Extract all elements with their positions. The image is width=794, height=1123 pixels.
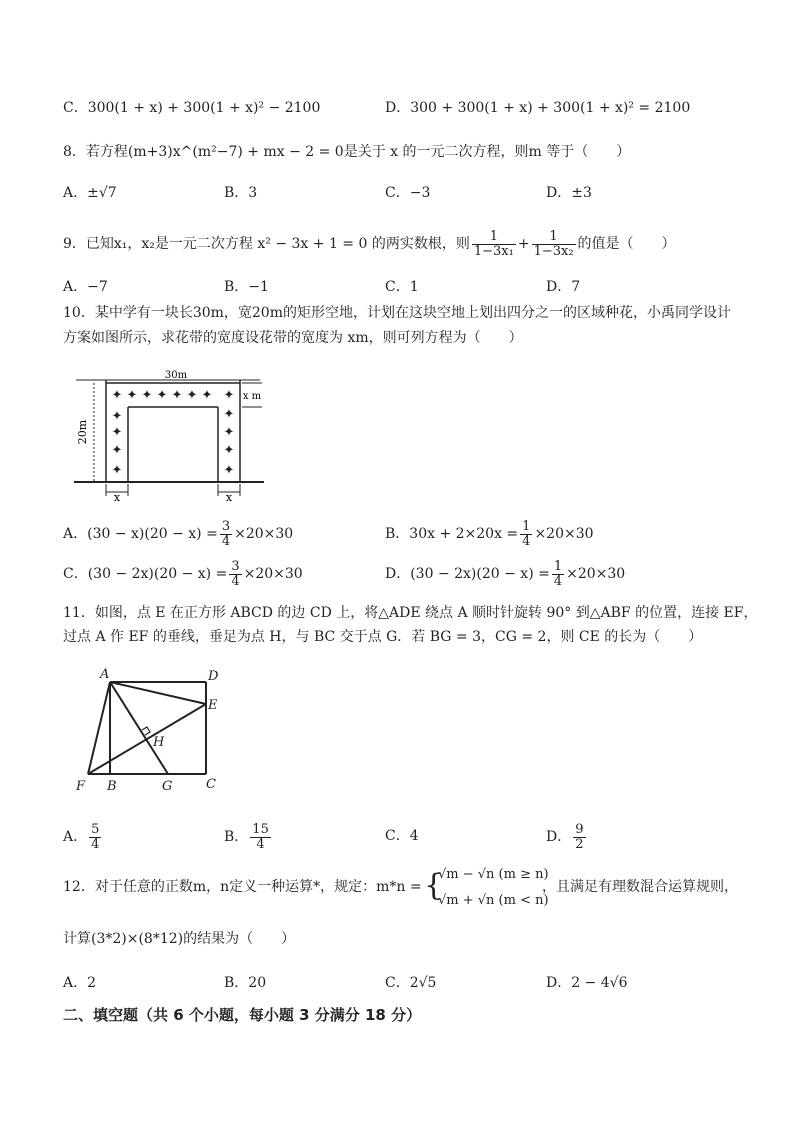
- figure-label-right: x m: [242, 391, 262, 402]
- svg-text:✦: ✦: [171, 388, 183, 403]
- point-c-label: C: [206, 777, 216, 792]
- q12-option-d: D．2 − 4√6: [546, 975, 628, 991]
- svg-text:✦: ✦: [111, 443, 123, 458]
- q10-option-a-rhs: ×20×30: [234, 526, 294, 542]
- q9-fraction-1-denominator: 1−3x₁: [473, 243, 514, 259]
- q11-stem-line2: 过点 A 作 EF 的垂线，垂足为点 H，与 BC 交于点 G．若 BG = 3，CG = 2，则 CE 的长为（ ）: [63, 629, 703, 645]
- q9-stem: [63, 228, 676, 260]
- fraction-numerator: 3: [221, 518, 231, 534]
- fraction-numerator: 5: [91, 821, 100, 837]
- point-f-label: F: [76, 779, 86, 794]
- svg-text:✦: ✦: [223, 463, 235, 478]
- q9-option-c: C．1: [385, 279, 419, 295]
- q10-option-b: [385, 518, 594, 550]
- q11-option-d-label: D．: [546, 829, 572, 845]
- q12-brace: {: [424, 868, 444, 903]
- svg-text:✦: ✦: [111, 409, 123, 424]
- svg-text:✦: ✦: [223, 388, 235, 403]
- svg-text:✦: ✦: [141, 388, 153, 403]
- q10-stem-line2: 方案如图所示，求花带的宽度设花带的宽度为 xm，则可列方程为（ ）: [63, 330, 523, 346]
- q10-option-d: [385, 558, 625, 590]
- q9-fraction-1-numerator: 1: [472, 230, 516, 245]
- q10-option-a-fraction: [220, 520, 232, 549]
- point-d-label: D: [208, 669, 219, 684]
- q8-option-b: B．3: [224, 185, 258, 201]
- q10-option-d-fraction: [552, 560, 564, 589]
- q10-garden-figure: [72, 368, 268, 506]
- q10-option-b-fraction: [520, 520, 532, 549]
- q9-option-d: D．7: [546, 279, 581, 295]
- point-h-label: H: [153, 735, 165, 750]
- point-e-label: E: [208, 698, 218, 713]
- fraction-denominator: 4: [91, 836, 100, 852]
- q11-option-b: [224, 817, 273, 857]
- q11-option-b-fraction: [250, 823, 271, 852]
- point-g-label: G: [162, 779, 173, 794]
- svg-text:✦: ✦: [186, 388, 198, 403]
- q11-square-figure: [70, 662, 230, 798]
- fraction-denominator: 4: [522, 533, 531, 549]
- q10-option-c-lhs: C．(30 − 2x)(20 − x) =: [63, 566, 228, 582]
- q8-stem: 8．若方程(m+3)x^(m²−7) + mx − 2 = 0是关于 x 的一元二次方程，则m 等于（ ）: [63, 144, 631, 160]
- svg-text:✦: ✦: [126, 388, 138, 403]
- q10-option-b-lhs: B．30x + 2×20x =: [385, 526, 519, 542]
- fraction-numerator: 1: [553, 558, 563, 574]
- q9-fraction-2-denominator: 1−3x₂: [533, 243, 574, 259]
- fraction-denominator: 4: [231, 573, 240, 589]
- fraction-denominator: 4: [221, 533, 231, 549]
- q12-stem-line2: 计算(3*2)×(8*12)的结果为（ ）: [63, 931, 296, 947]
- point-a-label: A: [100, 667, 110, 682]
- q9-fraction-2-numerator: 1: [532, 230, 576, 245]
- q10-option-c: [63, 558, 303, 590]
- q11-option-a-label: A．: [63, 829, 88, 845]
- q12-case-1: √m − √n (m ≥ n): [438, 867, 549, 882]
- fraction-denominator: 4: [256, 836, 265, 852]
- svg-text:✦: ✦: [111, 425, 123, 440]
- figure-label-top: 30m: [164, 370, 188, 381]
- fraction-numerator: 15: [252, 821, 269, 837]
- q7-option-c: C．300(1 + x) + 300(1 + x)² − 2100: [63, 100, 321, 116]
- flower-marks: [112, 388, 235, 478]
- q9-option-a: A．−7: [63, 279, 108, 295]
- q11-option-a-fraction: [89, 823, 101, 852]
- q7-option-d: D．300 + 300(1 + x) + 300(1 + x)² = 2100: [385, 100, 691, 116]
- q10-option-c-rhs: ×20×30: [243, 566, 303, 582]
- q10-option-a-lhs: A．(30 − x)(20 − x) =: [63, 526, 218, 542]
- q9-fraction-2: [532, 230, 576, 259]
- fraction-numerator: 1: [522, 518, 531, 534]
- q11-option-d: [546, 817, 588, 857]
- svg-text:✦: ✦: [201, 388, 213, 403]
- fraction-numerator: 9: [575, 821, 584, 837]
- point-b-label: B: [107, 779, 117, 794]
- q8-option-c: C．−3: [385, 185, 431, 201]
- q10-option-b-rhs: ×20×30: [534, 526, 594, 542]
- q9-fraction-1: [472, 230, 516, 259]
- svg-text:✦: ✦: [111, 463, 123, 478]
- fraction-numerator: 3: [231, 558, 240, 574]
- svg-text:✦: ✦: [223, 425, 235, 440]
- fraction-denominator: 2: [575, 836, 584, 852]
- figure-label-side: 20m: [76, 419, 89, 445]
- q11-option-a: [63, 817, 103, 857]
- q11-option-c: C．4: [385, 828, 419, 844]
- fraction-denominator: 4: [553, 573, 563, 589]
- q12-option-c: C．2√5: [385, 975, 437, 991]
- q10-option-c-fraction: [229, 560, 241, 589]
- figure-label-x-right: x: [225, 491, 233, 504]
- q8-option-a: A．±√7: [63, 185, 117, 201]
- section-2-heading: 二、填空题（共 6 个小题，每小题 3 分满分 18 分）: [63, 1006, 422, 1024]
- q10-option-a: [63, 518, 293, 550]
- svg-text:✦: ✦: [111, 388, 123, 403]
- q11-stem-line1: 11．如图，点 E 在正方形 ABCD 的边 CD 上，将△ADE 绕点 A 顺时针旋转 90° 到△ABF 的位置，连接 EF，: [63, 605, 758, 621]
- q9-stem-suffix: 的值是（ ）: [577, 236, 676, 252]
- q12-case-2: √m + √n (m < n): [438, 893, 549, 908]
- svg-text:✦: ✦: [223, 407, 235, 422]
- q12-stem-prefix: 12．对于任意的正数m，n定义一种运算*，规定：m*n =: [63, 879, 422, 895]
- q11-option-d-fraction: [573, 823, 585, 852]
- q8-option-d: D．±3: [546, 185, 592, 201]
- q12-option-a: A．2: [63, 975, 97, 991]
- svg-text:✦: ✦: [223, 443, 235, 458]
- q12-option-b: B．20: [224, 975, 267, 991]
- q12-stem-suffix: ，且满足有理数混合运算规则，: [542, 879, 738, 895]
- q9-stem-prefix: 9．已知x₁，x₂是一元二次方程 x² − 3x + 1 = 0 的两实数根，则: [63, 236, 470, 252]
- q9-plus: +: [517, 236, 530, 252]
- q10-option-d-rhs: ×20×30: [566, 566, 626, 582]
- figure-label-x-left: x: [113, 491, 121, 504]
- svg-text:✦: ✦: [156, 388, 168, 403]
- q9-option-b: B．−1: [224, 279, 269, 295]
- q11-option-b-label: B．: [224, 829, 249, 845]
- q10-stem-line1: 10．某中学有一块长30m，宽20m的矩形空地，计划在这块空地上划出四分之一的区域种花，小禹同学设计: [63, 305, 731, 321]
- q10-option-d-lhs: D．(30 − 2x)(20 − x) =: [385, 566, 550, 582]
